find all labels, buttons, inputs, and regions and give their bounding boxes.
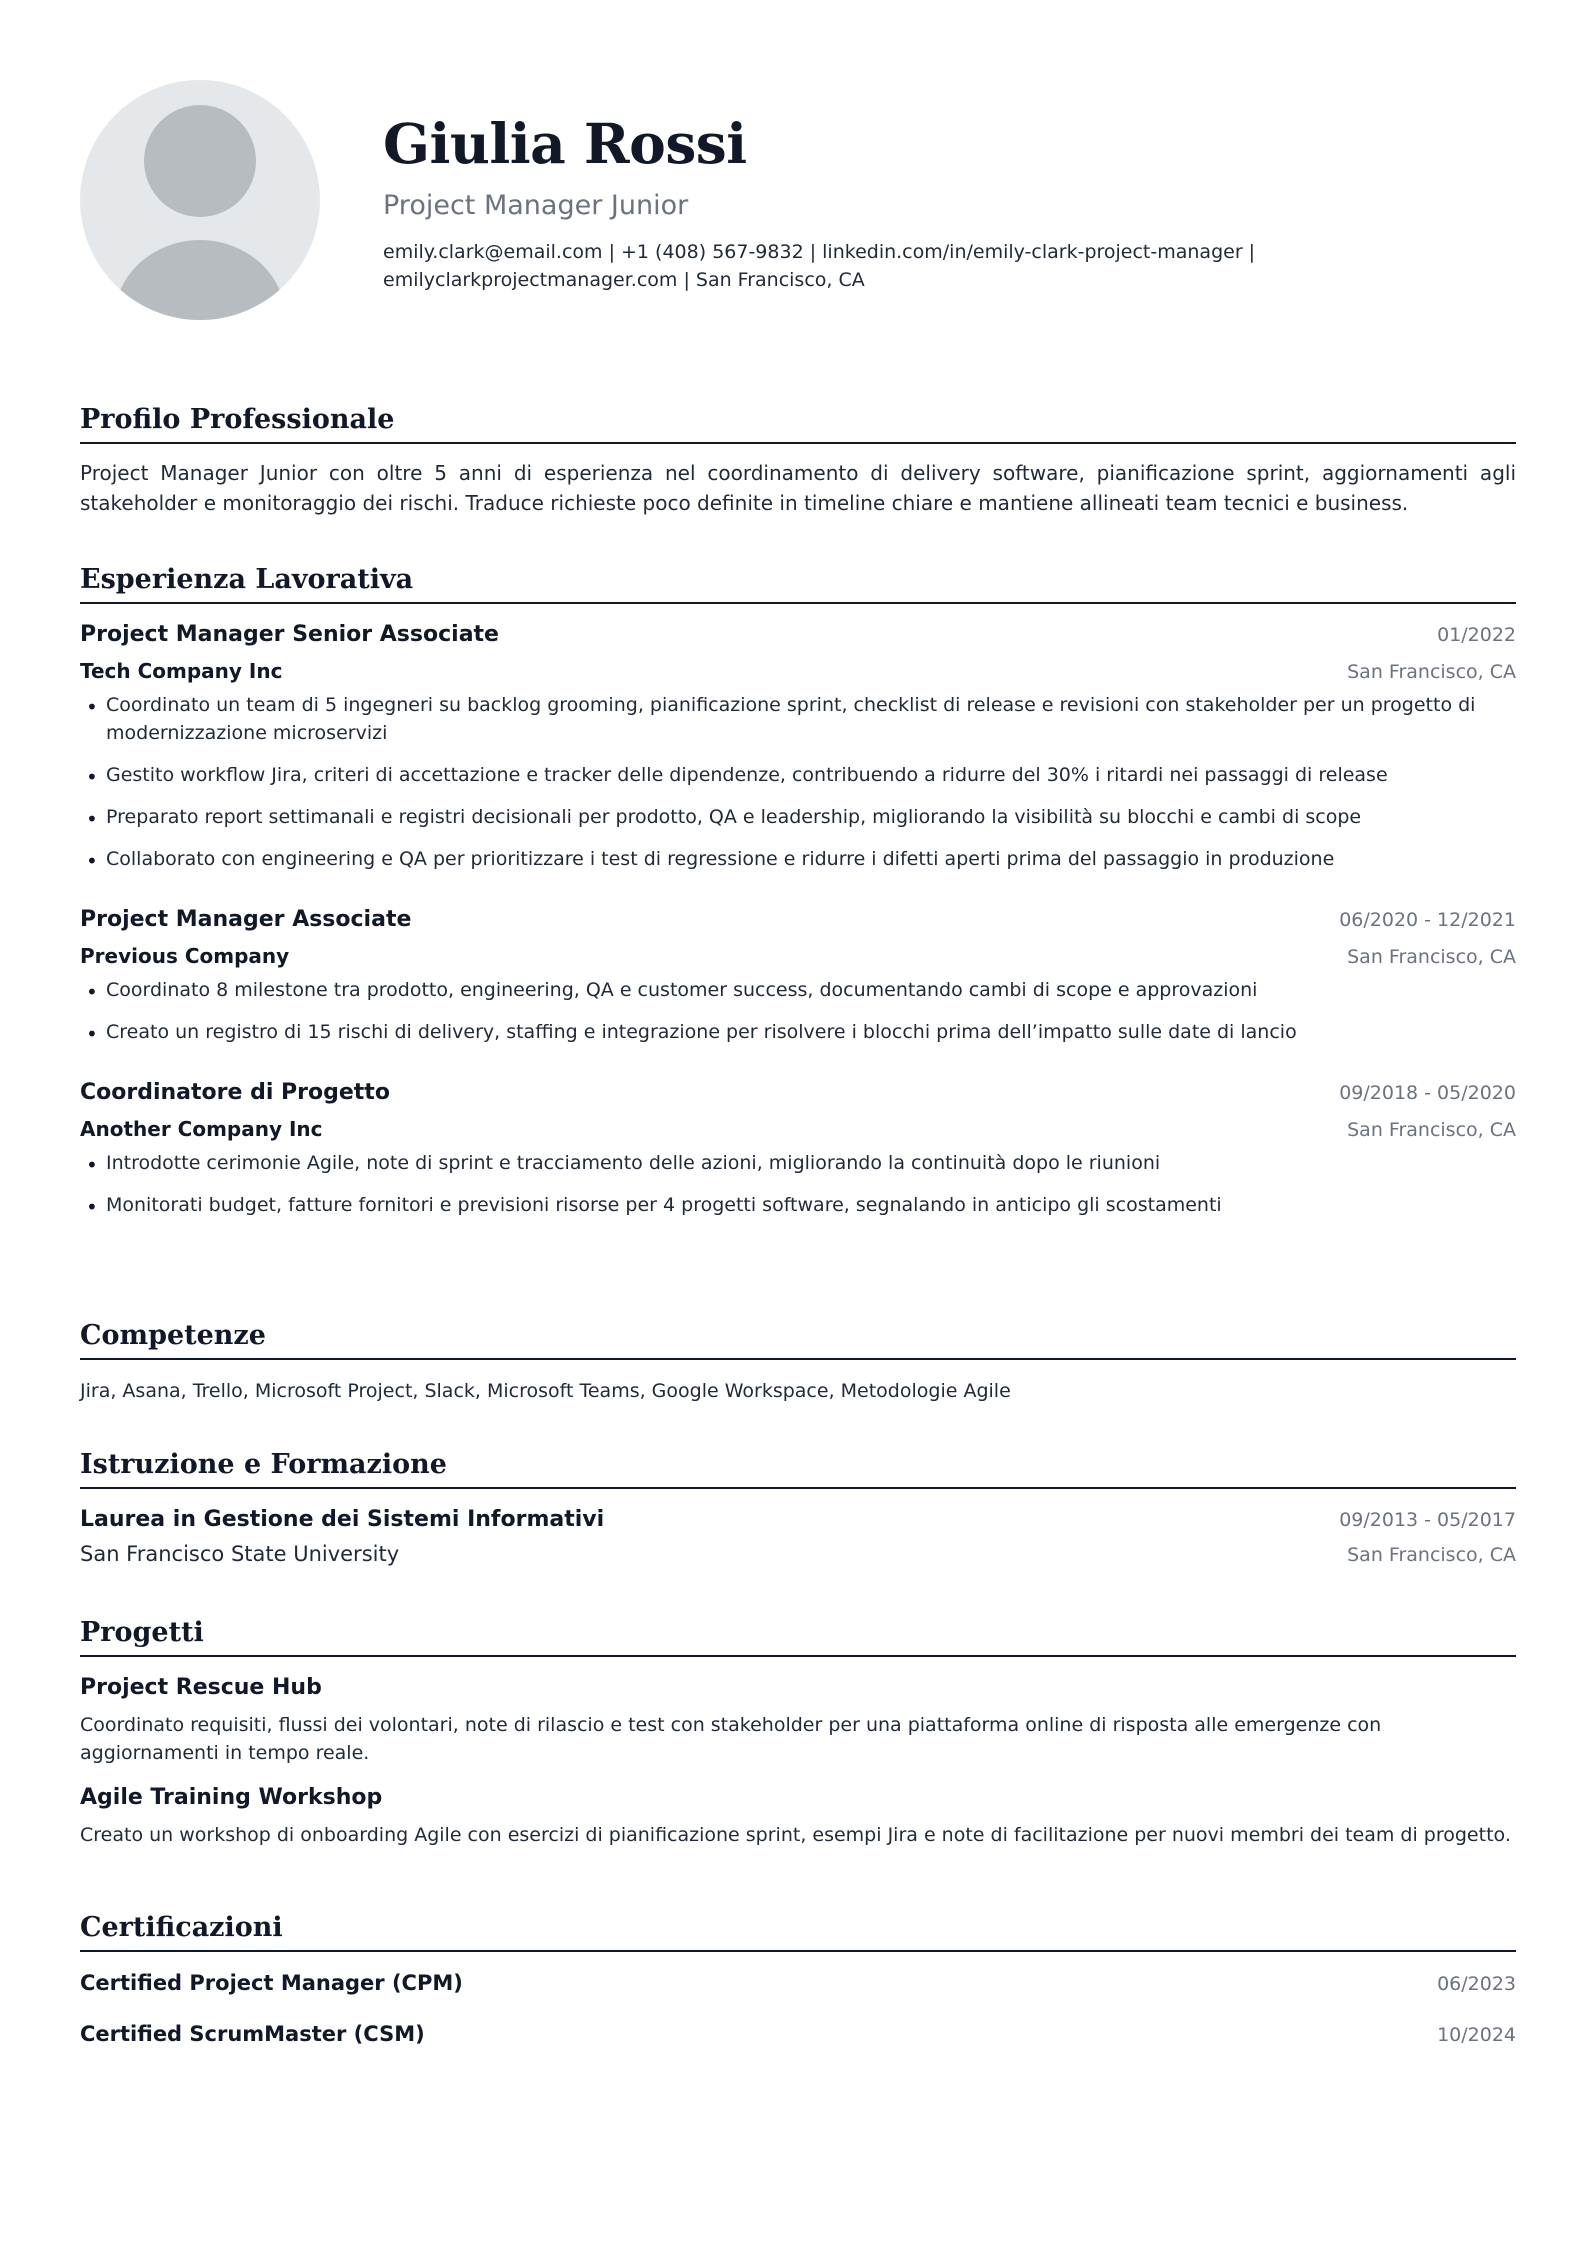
list-item: • Creato un registro di 15 rischi di delivery, staffing e integrazione per risolvere i blocchi prima dell’impatto sulle date di lancio: [80, 1018, 1516, 1046]
list-item: • Coordinato un team di 5 ingegneri su backlog grooming, pianificazione sprint, checklist di release e revisioni con stakeholder per un progetto di modernizzazione microservizi: [80, 691, 1516, 747]
candidate-role: Project Manager Junior: [383, 190, 689, 221]
projects-section: [80, 1615, 1516, 1849]
list-item: • Coordinato 8 milestone tra prodotto, engineering, QA e customer success, documentando cambi di scope e approvazioni: [80, 976, 1516, 1004]
education-date: 09/2013 - 05/2017: [1339, 1509, 1516, 1531]
job-bullets: [80, 691, 1516, 873]
skills-text: Jira, Asana, Trello, Microsoft Project, Slack, Microsoft Teams, Google Workspace, Metodologie Agile: [80, 1380, 1011, 1402]
job-company: Another Company Inc: [80, 1117, 323, 1141]
section-title-profile: Profilo Professionale: [80, 402, 1516, 444]
contact-line-2: emilyclarkprojectmanager.com | San Francisco, CA: [383, 269, 865, 291]
section-title-education: Istruzione e Formazione: [80, 1447, 1516, 1489]
project-title: Agile Training Workshop: [80, 1785, 383, 1810]
section-title-experience: Esperienza Lavorativa: [80, 562, 1516, 604]
project-desc: Creato un workshop di onboarding Agile con esercizi di pianificazione sprint, esempi Jira e note di facilitazione per nuovi membri dei team di progetto.: [80, 1824, 1511, 1846]
project-title: Project Rescue Hub: [80, 1675, 322, 1700]
project-entry: [80, 1671, 1516, 1767]
job-date: 01/2022: [1437, 624, 1516, 646]
job-title: Project Manager Associate: [80, 907, 412, 932]
profile-text: Project Manager Junior con oltre 5 anni di esperienza nel coordinamento di delivery software, pianificazione sprint, aggiornamenti agli stakeholder e monitoraggio dei rischi. Traduce richieste poco definite in timeline chiare e mantiene allineati team tecnici e business.: [80, 461, 1516, 515]
education-section: [80, 1447, 1516, 1572]
job-entry: [80, 618, 1516, 873]
section-title-skills: Competenze: [80, 1318, 1516, 1360]
list-item: • Introdotte cerimonie Agile, note di sprint e tracciamento delle azioni, migliorando la continuità dopo le riunioni: [80, 1149, 1516, 1177]
section-title-projects: Progetti: [80, 1615, 1516, 1657]
section-title-certifications: Certificazioni: [80, 1910, 1516, 1952]
job-title: Project Manager Senior Associate: [80, 622, 499, 647]
job-bullets: [80, 1149, 1516, 1219]
cert-date: 10/2024: [1437, 2024, 1516, 2046]
degree-title: Laurea in Gestione dei Sistemi Informativi: [80, 1507, 605, 1532]
school-location: San Francisco, CA: [1347, 1544, 1516, 1566]
experience-section: [80, 562, 1516, 1233]
avatar: [80, 80, 320, 320]
resume-header: [80, 0, 1508, 340]
job-entry: [80, 1076, 1516, 1219]
list-item: • Gestito workflow Jira, criteri di accettazione e tracker delle dipendenze, contribuendo a ridurre del 30% i ritardi nei passaggi di release: [80, 761, 1516, 789]
job-company: Tech Company Inc: [80, 659, 283, 683]
list-item: • Monitorati budget, fatture fornitori e previsioni risorse per 4 progetti software, segnalando in anticipo gli scostamenti: [80, 1191, 1516, 1219]
skills-section: [80, 1318, 1516, 1406]
certifications-section: [80, 1910, 1516, 2052]
avatar-body-icon: [114, 240, 286, 320]
job-title: Coordinatore di Progetto: [80, 1080, 390, 1105]
contact-line-1: emily.clark@email.com | +1 (408) 567-9832 | linkedin.com/in/emily-clark-project-manager |: [383, 241, 1256, 263]
school-name: San Francisco State University: [80, 1542, 400, 1566]
list-item: • Collaborato con engineering e QA per prioritizzare i test di regressione e ridurre i difetti aperti prima del passaggio in produzione: [80, 845, 1516, 873]
job-date: 06/2020 - 12/2021: [1339, 909, 1516, 931]
cert-date: 06/2023: [1437, 1973, 1516, 1995]
cert-title: Certified Project Manager (CPM): [80, 1971, 463, 1995]
cert-title: Certified ScrumMaster (CSM): [80, 2022, 425, 2046]
contact-info: [383, 238, 1263, 294]
project-entry: [80, 1781, 1516, 1849]
job-location: San Francisco, CA: [1347, 661, 1516, 683]
job-location: San Francisco, CA: [1347, 1119, 1516, 1141]
job-bullets: [80, 976, 1516, 1046]
job-company: Previous Company: [80, 944, 290, 968]
avatar-head-icon: [144, 105, 256, 217]
list-item: • Preparato report settimanali e registri decisionali per prodotto, QA e leadership, migliorando la visibilità su blocchi e cambi di scope: [80, 803, 1516, 831]
job-entry: [80, 903, 1516, 1046]
profile-section: [80, 402, 1516, 518]
project-desc: Coordinato requisiti, flussi dei volontari, note di rilascio e test con stakeholder per una piattaforma online di risposta alle emergenze con aggiornamenti in tempo reale.: [80, 1714, 1382, 1764]
candidate-name: Giulia Rossi: [383, 111, 747, 176]
job-date: 09/2018 - 05/2020: [1339, 1082, 1516, 1104]
header-info: [383, 108, 1283, 294]
job-location: San Francisco, CA: [1347, 946, 1516, 968]
